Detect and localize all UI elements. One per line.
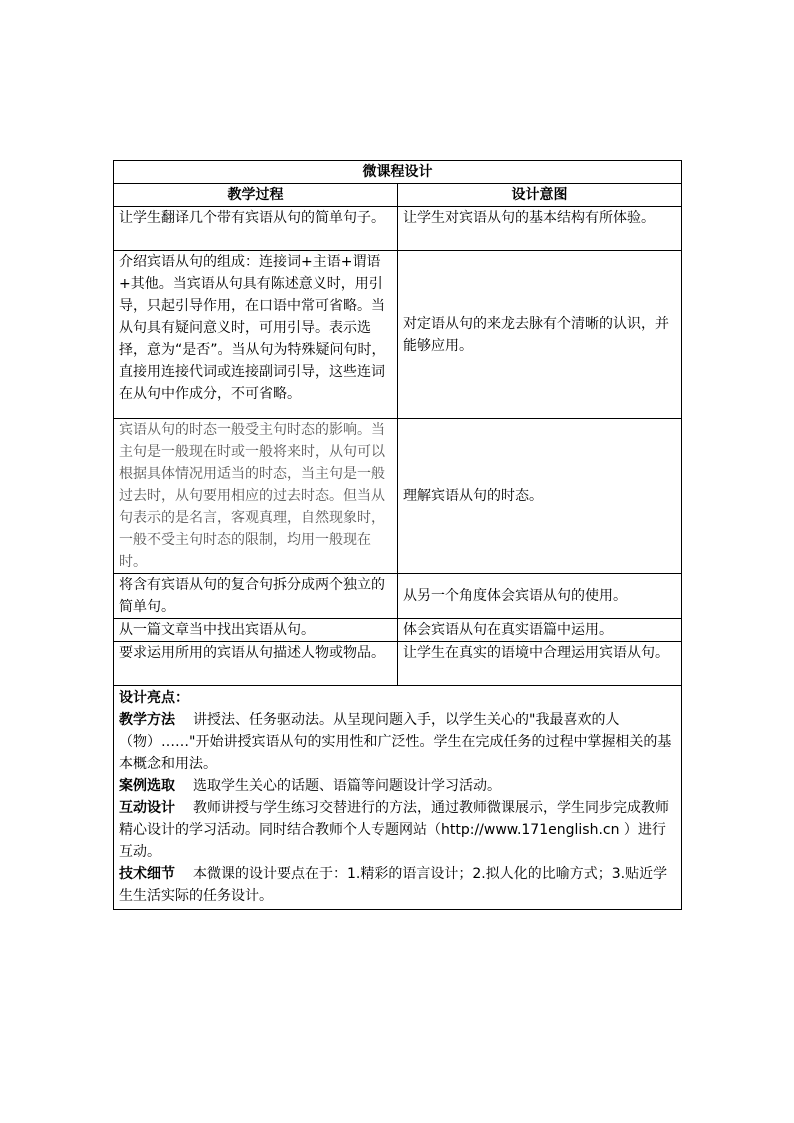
highlight-item: [119, 775, 676, 797]
highlight-text: 本微课的设计要点在于：1.精彩的语言设计；2.拟人化的比喻方式；3.贴近学生生活实际的任务设计。: [119, 866, 668, 904]
process-cell: 宾语从句的时态一般受主句时态的影响。当主句是一般现在时或一般将来时，从句可以根据具体情况用适当的时态，当主句是一般过去时，从句要用相应的过去时态。但当从句表示的是名言，客观真理，自然现象时，一般不受主句时态的限制，均用一般现在时。: [114, 419, 398, 574]
table-row: [114, 574, 682, 619]
micro-course-design-table: [113, 160, 682, 910]
design-highlights-cell: [114, 686, 682, 910]
title-row: [114, 161, 682, 184]
column-header-intent: 设计意图: [398, 184, 682, 207]
highlights-heading: 设计亮点：: [119, 690, 189, 706]
highlight-item: [119, 797, 676, 863]
table-title: 微课程设计: [114, 161, 682, 184]
process-cell: 介绍宾语从句的组成：连接词+主语+谓语+其他。当宾语从句具有陈述意义时，用引导，只起引导作用，在口语中常可省略。当从句具有疑问意义时，可用引导。表示选择，意为“是否”。当从句为特殊疑问句时，直接用连接代词或连接副词引导，这些连词在从句中作成分，不可省略。: [114, 251, 398, 419]
table-row: [114, 251, 682, 419]
table-row: [114, 207, 682, 251]
table-row: [114, 619, 682, 642]
process-cell: 从一篇文章当中找出宾语从句。: [114, 619, 398, 642]
highlight-label: 互动设计: [119, 800, 175, 816]
process-cell: 让学生翻译几个带有宾语从句的简单句子。: [114, 207, 398, 251]
design-highlights-row: [114, 686, 682, 910]
highlight-text: 教师讲授与学生练习交替进行的方法，通过教师微课展示，学生同步完成教师精心设计的学习活动。同时结合教师个人专题网站（http://www.171english.cn ）进行互动。: [119, 800, 669, 860]
intent-cell: 体会宾语从句在真实语篇中运用。: [398, 619, 682, 642]
highlight-item: [119, 709, 676, 775]
column-header-process: 教学过程: [114, 184, 398, 207]
process-cell: 要求运用所用的宾语从句描述人物或物品。: [114, 642, 398, 686]
highlight-label: 案例选取: [119, 778, 175, 794]
intent-cell: 从另一个角度体会宾语从句的使用。: [398, 574, 682, 619]
header-row: [114, 184, 682, 207]
highlight-label: 教学方法: [119, 712, 175, 728]
highlight-item: [119, 863, 676, 907]
intent-cell: 让学生对宾语从句的基本结构有所体验。: [398, 207, 682, 251]
highlight-text: 讲授法、任务驱动法。从呈现问题入手，以学生关心的"我最喜欢的人（物）……"开始讲授宾语从句的实用性和广泛性。学生在完成任务的过程中掌握相关的基本概念和用法。: [119, 712, 672, 772]
process-cell: 将含有宾语从句的复合句拆分成两个独立的简单句。: [114, 574, 398, 619]
highlight-text: 选取学生关心的话题、语篇等问题设计学习活动。: [193, 778, 501, 794]
table-row: [114, 642, 682, 686]
table-row: [114, 419, 682, 574]
intent-cell: 理解宾语从句的时态。: [398, 419, 682, 574]
highlight-label: 技术细节: [119, 866, 175, 882]
intent-cell: 让学生在真实的语境中合理运用宾语从句。: [398, 642, 682, 686]
intent-cell: 对定语从句的来龙去脉有个清晰的认识，并能够应用。: [398, 251, 682, 419]
